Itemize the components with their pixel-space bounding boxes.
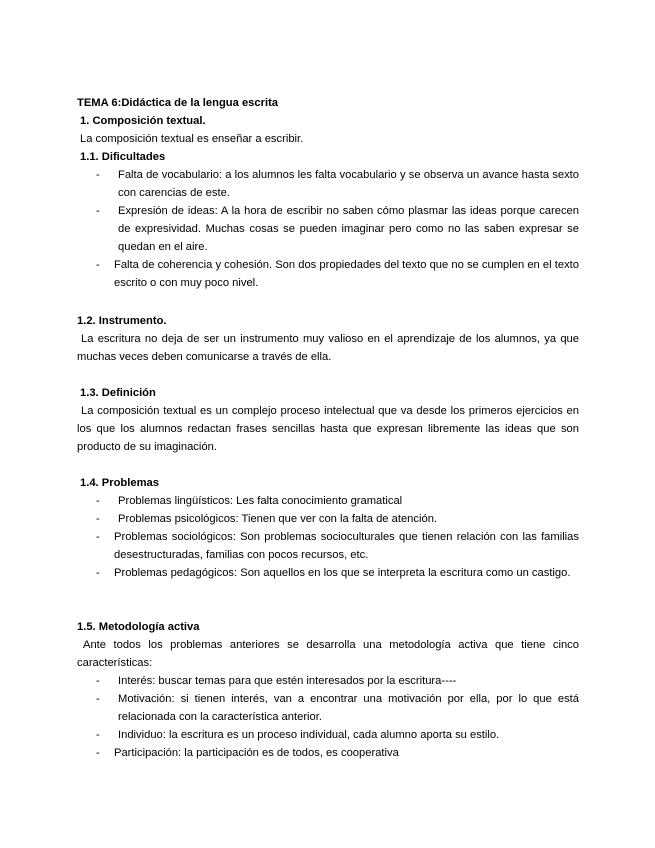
section-1-2 — [77, 312, 579, 366]
section-1 — [77, 112, 579, 292]
list-item: - Falta de vocabulario: a los alumnos les falta vocabulario y se observa un avance hasta sexto con carencias de este. — [96, 169, 579, 199]
list-item: - Motivación: si tienen interés, van a encontrar una motivación por ella, por lo que está relacionada con la característica anterior. — [96, 693, 579, 723]
list-item: - Individuo: la escritura es un proceso individual, cada alumno aporta su estilo. — [96, 729, 500, 741]
list-item: - Interés: buscar temas para que estén interesados por la escritura---- — [96, 675, 457, 687]
list-item: - Problemas sociológicos: Son problemas socioculturales que tienen relación con las familias desestructuradas, familias con pocos recursos, etc. — [96, 531, 579, 561]
section-1-4-heading: 1.4. Problemas — [80, 477, 159, 489]
section-1-1-list — [77, 166, 579, 292]
section-1-5-list — [77, 672, 579, 762]
section-1-5-heading: 1.5. Metodología activa — [77, 621, 200, 633]
section-1-3-text: La composición textual es un complejo proceso intelectual que va desde los primeros ejercicios en los que los alumnos redactan frases sencillas hasta que expresan libremente las ideas que son producto de su imaginación. — [77, 405, 579, 453]
document-title: TEMA 6:Didáctica de la lengua escrita — [77, 97, 279, 109]
list-item: - Participación: la participación es de todos, es cooperativa — [96, 747, 399, 759]
section-1-5-text: Ante todos los problemas anteriores se desarrolla una metodología activa que tiene cinco características: — [77, 639, 579, 669]
section-1-4 — [77, 474, 579, 582]
section-1-5 — [77, 618, 579, 762]
list-item: - Problemas pedagógicos: Son aquellos en los que se interpreta la escritura como un castigo. — [96, 567, 571, 579]
list-item: - Problemas lingüísticos: Les falta conocimiento gramatical — [96, 495, 403, 507]
section-1-heading: 1. Composición textual. — [80, 115, 206, 127]
section-1-text: La composición textual es enseñar a escribir. — [80, 133, 304, 145]
section-1-2-text: La escritura no deja de ser un instrumento muy valioso en el aprendizaje de los alumnos, ya que muchas veces deben comunicarse a través de ella. — [77, 333, 579, 363]
list-item: - Falta de coherencia y cohesión. Son dos propiedades del texto que no se cumplen en el texto escrito o con muy poco nivel. — [96, 259, 579, 289]
section-1-3 — [77, 384, 579, 456]
section-1-1-heading: 1.1. Dificultades — [80, 151, 166, 163]
list-item: - Expresión de ideas: A la hora de escribir no saben cómo plasmar las ideas porque carecen de expresividad. Muchas cosas se pueden imaginar pero como no las saben expresar se quedan en el aire. — [96, 205, 579, 253]
section-1-3-heading: 1.3. Definición — [80, 387, 156, 399]
section-1-2-heading: 1.2. Instrumento. — [77, 315, 167, 327]
list-item: - Problemas psicológicos: Tienen que ver con la falta de atención. — [96, 513, 438, 525]
section-1-4-list — [77, 492, 579, 582]
